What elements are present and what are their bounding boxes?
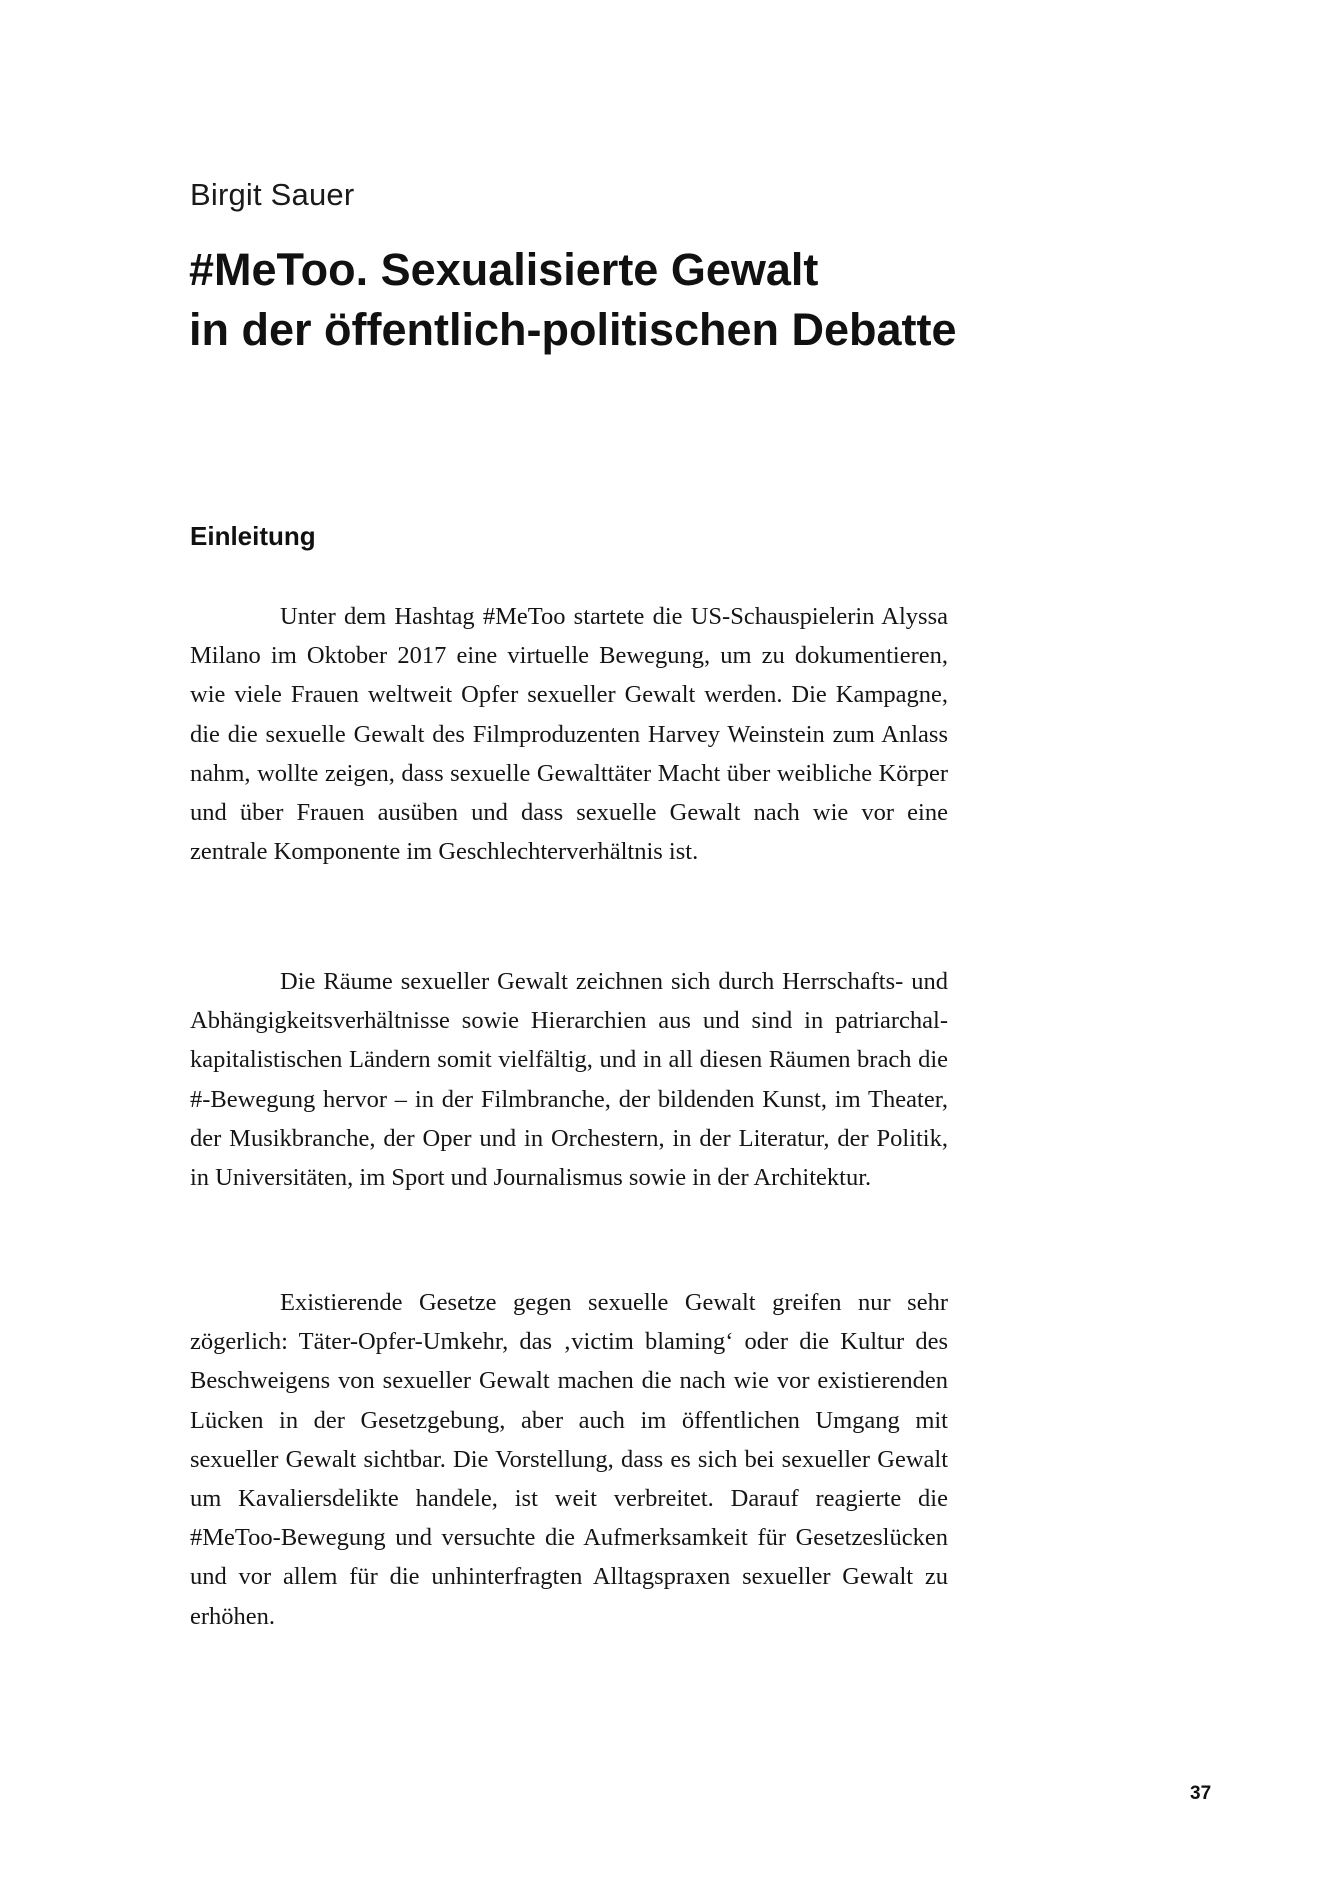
chapter-title-line-1: #MeToo. Sexualisierte Gewalt — [189, 244, 819, 295]
section-heading: Einleitung — [190, 521, 316, 551]
body-paragraph-3: Existierende Gesetze gegen sexuelle Gewalt greifen nur sehr zögerlich: Täter-Opfer-Umkehr, das ‚victim blaming‘ oder die Kultur des Beschweigens von sexueller Gewalt machen die nach wie vor existierenden Lücken in der Gesetzgebung, aber auch im öffentlichen Umgang mit sexueller Gewalt sichtbar. Die Vorstellung, dass es sich bei sexueller Gewalt um Kavaliersdelikte handele, ist weit verbreitet. Darauf reagierte die #MeToo-Bewegung und versuchte die Aufmerksamkeit für Gesetzeslücken und vor allem für die unhinterfragten Alltagspraxen sexueller Gewalt zu erhöhen. — [190, 1289, 948, 1630]
body-paragraph-1: Unter dem Hashtag #MeToo startete die US-Schauspielerin Alyssa Milano im Oktober 2017 eine virtuelle Bewegung, um zu dokumentieren, wie viele Frauen weltweit Opfer sexueller Gewalt werden. Die Kampagne, die die sexuelle Gewalt des Filmproduzenten Harvey Weinstein zum Anlass nahm, wollte zeigen, dass sexuelle Gewalttäter Macht über weibliche Körper und über Frauen ausüben und dass sexuelle Gewalt nach wie vor eine zentrale Komponente im Geschlechterverhältnis ist. — [190, 603, 948, 866]
chapter-title — [189, 240, 1189, 360]
chapter-title-line-2: in der öffentlich-politischen Debatte — [189, 304, 957, 355]
page-number: 37 — [1190, 1783, 1212, 1804]
body-paragraph-2: Die Räume sexueller Gewalt zeichnen sich durch Herrschafts- und Abhängigkeitsverhältnisse sowie Hierarchien aus und sind in patriarchal-kapitalistischen Ländern somit vielfältig, und in all diesen Räumen brach die #-Bewegung hervor – in der Filmbranche, der bildenden Kunst, im Theater, der Musikbranche, der Oper und in Orchestern, in der Literatur, der Politik, in Universitäten, im Sport und Journalismus sowie in der Architektur. — [190, 968, 948, 1192]
author-name: Birgit Sauer — [190, 177, 355, 212]
